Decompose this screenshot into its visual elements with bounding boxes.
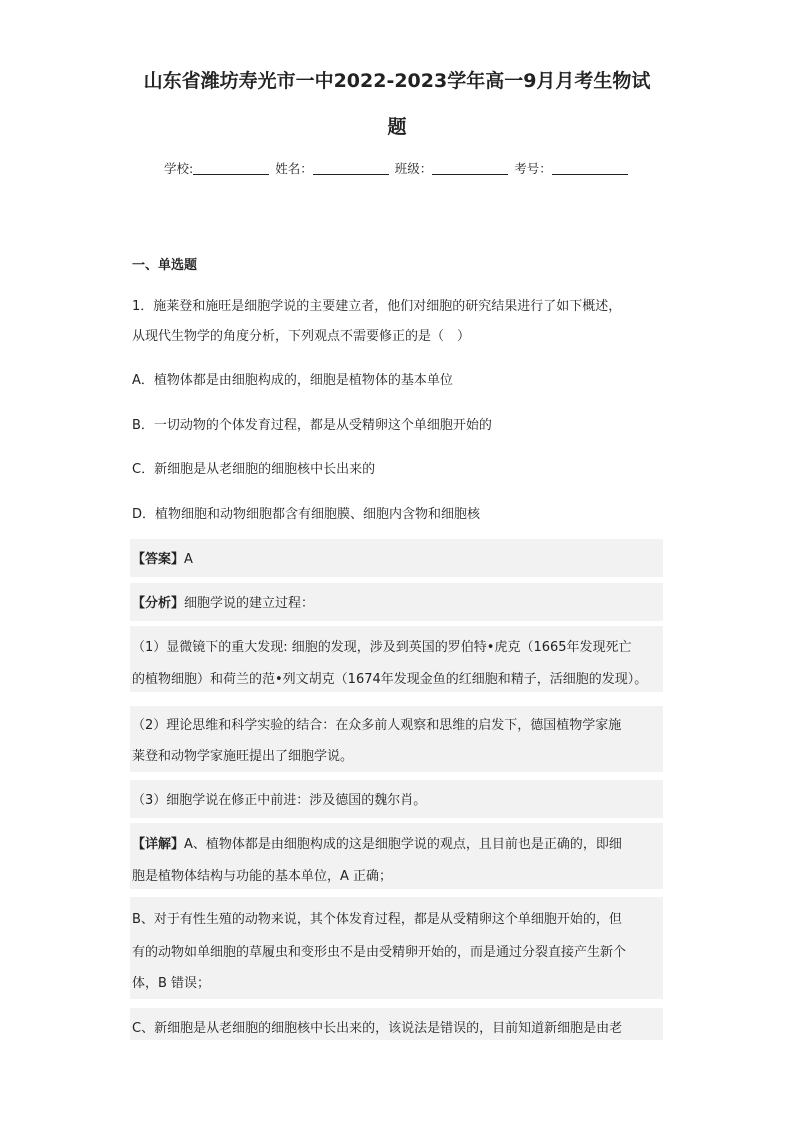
answer-line [132, 548, 193, 567]
option-a: A．植物体都是由细胞构成的，细胞是植物体的基本单位 [132, 373, 453, 388]
option-b: B．一切动物的个体发育过程，都是从受精卵这个单细胞开始的 [132, 418, 492, 433]
analysis-p1-line1: （1）显微镜下的重大发现: 细胞的发现，涉及到英国的罗伯特•虎克（1665年发现死亡 [132, 640, 632, 655]
name-label: 姓名： [275, 161, 313, 176]
question-stem-line2: 从现代生物学的角度分析，下列观点不需要修正的是（ ） [132, 329, 471, 344]
section-heading: 一、单选题 [132, 258, 198, 273]
detail-a-line2: 胞是植物体结构与功能的基本单位，A 正确； [132, 869, 393, 884]
option-c: C．新细胞是从老细胞的细胞核中长出来的 [132, 462, 376, 477]
detail-b-line1: B、对于有性生殖的动物来说，其个体发育过程，都是从受精卵这个单细胞开始的，但 [132, 912, 622, 927]
analysis-intro: 细胞学说的建立过程： [184, 596, 315, 611]
detail-label: 【详解】 [132, 837, 185, 852]
detail-a-text: A、植物体都是由细胞构成的这是细胞学说的观点，且目前也是正确的，即细 [184, 837, 622, 852]
analysis-header [132, 592, 314, 611]
document-title-line1: 山东省潍坊寿光市一中2022-2023学年高一9月月考生物试 [143, 70, 651, 92]
analysis-p3: （3）细胞学说在修正中前进：涉及德国的魏尔肖。 [132, 793, 427, 808]
school-label: 学校: [164, 161, 194, 176]
option-d: D．植物细胞和动物细胞都含有细胞膜、细胞内含物和细胞核 [132, 507, 481, 522]
class-label: 班级： [394, 161, 433, 176]
analysis-p1-line2: 的植物细胞）和荷兰的范•列文胡克（1674年发现金鱼的红细胞和精子，活细胞的发现）。 [132, 672, 648, 687]
class-blank[interactable] [432, 162, 508, 175]
analysis-label: 【分析】 [132, 596, 185, 611]
document-title-line2: 题 [387, 116, 407, 138]
detail-c-line1: C、新细胞是从老细胞的细胞核中长出来的，该说法是错误的，目前知道新细胞是由老 [132, 1021, 623, 1036]
answer-value: A [184, 552, 193, 567]
analysis-p2-line2: 莱登和动物学家施旺提出了细胞学说。 [132, 749, 354, 764]
number-blank[interactable] [552, 162, 628, 175]
school-blank[interactable] [193, 162, 269, 175]
number-label: 考号： [514, 161, 552, 176]
answer-label: 【答案】 [132, 552, 185, 567]
detail-a-line1 [132, 833, 622, 852]
name-blank[interactable] [313, 162, 389, 175]
detail-b-line3: 体，B 错误； [132, 976, 211, 991]
detail-b-line2: 有的动物如单细胞的草履虫和变形虫不是由受精卵开始的，而是通过分裂直接产生新个 [132, 945, 627, 960]
student-info-row [164, 159, 630, 177]
question-stem-line1: 1．施莱登和施旺是细胞学说的主要建立者，他们对细胞的研究结果进行了如下概述， [132, 299, 622, 314]
analysis-p2-line1: （2）理论思维和科学实验的结合：在众多前人观察和思维的启发下，德国植物学家施 [132, 718, 622, 733]
answer-block [130, 539, 663, 577]
